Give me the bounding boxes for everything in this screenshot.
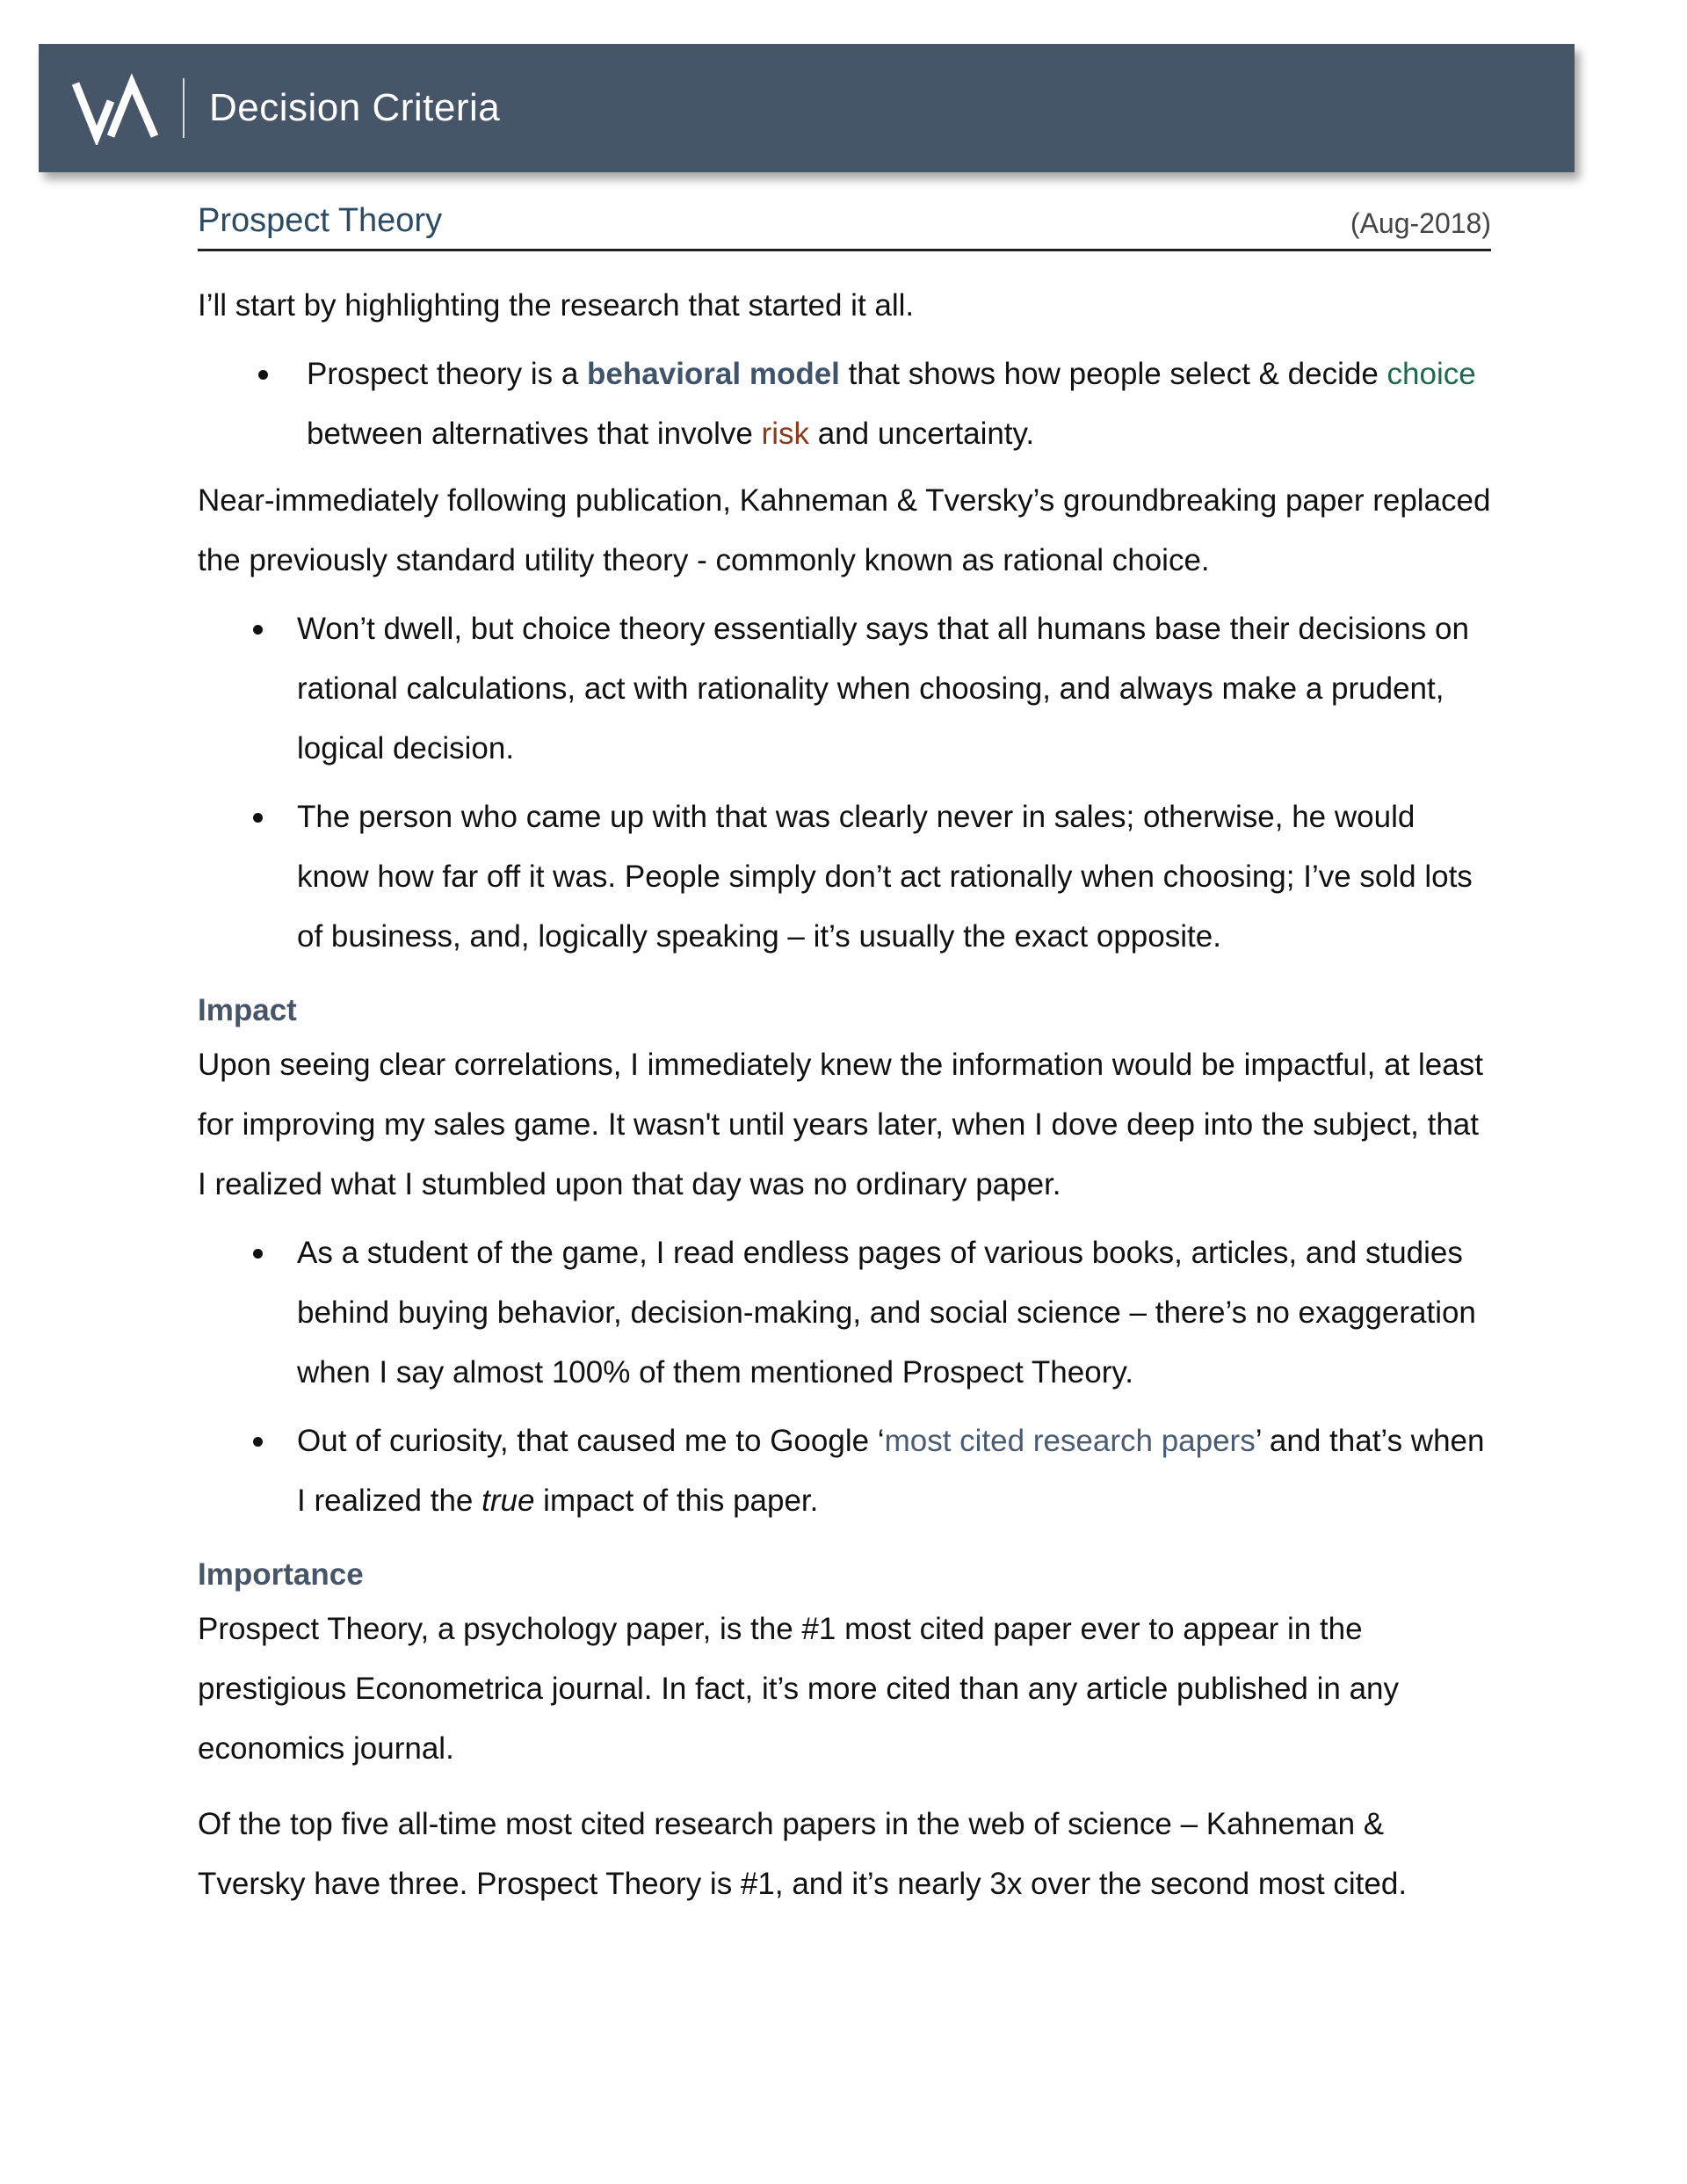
document-header	[39, 44, 1575, 172]
bullet-dot	[253, 1437, 263, 1447]
text-span: Won’t dwell, but choice theory essentially says that all humans base their decisions on rational calculations, act with rationality when choosing, and always make a prudent, logical decision.	[297, 612, 1469, 765]
term-choice: choice	[1387, 357, 1476, 391]
impact-paragraph: Upon seeing clear correlations, I immediately knew the information would be impactful, at least for improving my sales game. It wasn't until years later, when I dove deep into the subject, that I realized what I stumbled upon that day was no ordinary paper.	[198, 1048, 1483, 1201]
text-span: between alternatives that involve	[307, 417, 762, 451]
term-risk: risk	[761, 417, 809, 451]
list-item	[198, 1223, 1491, 1403]
header-title: Decision Criteria	[209, 86, 501, 129]
intro-paragraph: I’ll start by highlighting the research that started it all.	[198, 288, 915, 323]
section-header	[198, 202, 1491, 251]
most-cited-papers-link[interactable]: most cited research papers	[884, 1424, 1256, 1458]
header-divider	[183, 78, 185, 138]
bullet-dot	[253, 625, 263, 635]
intro-bullet-list	[198, 345, 1491, 464]
text-span: As a student of the game, I read endless pages of various books, articles, and studies behind buying behavior, decision-making, and social science – there’s no exaggeration when I say almost 100% of them mentioned Prospect Theory.	[297, 1236, 1476, 1389]
section-date: (Aug-2018)	[1350, 207, 1491, 239]
article-text	[198, 276, 1491, 1914]
impact-heading: Impact	[198, 993, 297, 1027]
importance-paragraph-2: Of the top five all-time most cited research papers in the web of science – Kahneman & Tversky have three. Prospect Theory is #1, and it’s nearly 3x over the second most cited.	[198, 1807, 1408, 1901]
emphasis-true: true	[481, 1484, 535, 1518]
bullet-dot	[253, 813, 263, 823]
text-span: ’ and that’s when I realized the	[297, 1424, 1485, 1518]
list-item	[198, 787, 1491, 967]
text-span: Out of curiosity, that caused me to Google ‘	[297, 1424, 885, 1458]
va-logo	[70, 71, 165, 145]
list-item	[198, 1411, 1491, 1531]
document-body	[198, 202, 1491, 1914]
impact-bullet-list	[198, 1223, 1491, 1531]
list-item	[198, 599, 1491, 779]
importance-paragraph-1: Prospect Theory, a psychology paper, is the #1 most cited paper ever to appear in the prestigious Econometrica journal. In fact, it’s more cited than any article published in any economics journal.	[198, 1612, 1400, 1766]
text-span: The person who came up with that was clearly never in sales; otherwise, he would know how far off it was. People simply don’t act rationally when choosing; I’ve sold lots of business, and, logically speaking – it’s usually the exact opposite.	[297, 800, 1473, 954]
publication-paragraph: Near-immediately following publication, Kahneman & Tversky’s groundbreaking paper replaced the previously standard utility theory - commonly known as rational choice.	[198, 483, 1491, 577]
importance-heading: Importance	[198, 1557, 364, 1592]
text-span: and uncertainty.	[808, 417, 1035, 451]
text-span: that shows how people select & decide	[839, 357, 1387, 391]
publication-bullet-list	[198, 599, 1491, 967]
text-span: Prospect theory is a	[307, 357, 588, 391]
section-title: Prospect Theory	[198, 202, 443, 239]
text-span: impact of this paper.	[534, 1484, 819, 1518]
bullet-dot	[253, 1249, 263, 1259]
term-behavioral-model: behavioral model	[587, 357, 840, 391]
list-item	[198, 345, 1491, 464]
bullet-dot	[258, 370, 268, 380]
